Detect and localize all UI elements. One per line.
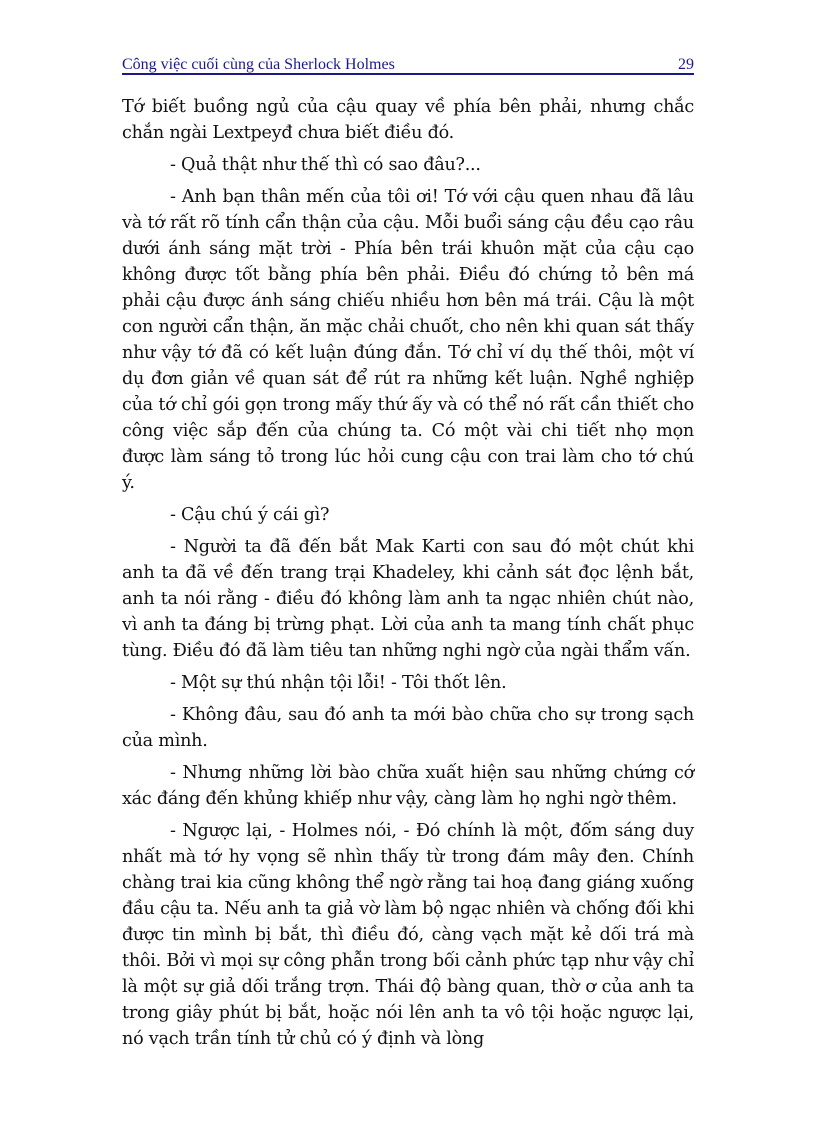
header-divider	[122, 73, 694, 75]
paragraph-2: - Quả thật như thế thì có sao đâu?...	[170, 155, 481, 175]
paragraph-4: - Cậu chú ý cái gì?	[170, 505, 330, 525]
paragraph-9: - Ngược lại, - Holmes nói, - Đó chính là một, đốm sáng duy nhất mà tớ hy vọng sẽ nhìn thấy từ trong đám mây đen. Chính chàng trai kia cũng không thể ngờ rằng tai hoạ đang giáng xuống đầu cậu ta. Nếu anh ta giả vờ làm bộ ngạc nhiên và chống đối khi được tin mình bị bắt, thì điều đó, càng vạch mặt kẻ dối trá mà thôi. Bởi vì mọi sự công phẫn trong bối cảnh phức tạp như vậy chỉ là một sự giả dối trắng trợn. Thái độ bàng quan, thờ ơ của anh ta trong giây phút bị bắt, hoặc nói lên anh ta vô tội hoặc ngược lại, nó vạch trần tính tử chủ có ý định và lòng	[122, 821, 694, 1049]
paragraph-1: Tớ biết buồng ngủ của cậu quay về phía bên phải, nhưng chắc chắn ngài Lextpeyđ chưa biết điều đó.	[122, 97, 694, 143]
running-header-title: Công việc cuối cùng của Sherlock Holmes	[122, 56, 395, 73]
running-header	[122, 50, 694, 74]
paragraph-8: - Nhưng những lời bào chữa xuất hiện sau những chứng cớ xác đáng đến khủng khiếp như vậy, càng làm họ nghi ngờ thêm.	[122, 763, 694, 809]
page-number: 29	[678, 56, 694, 73]
paragraph-3: - Anh bạn thân mến của tôi ơi! Tớ với cậu quen nhau đã lâu và tớ rất rõ tính cẩn thận của cậu. Mỗi buổi sáng cậu đều cạo râu dưới ánh sáng mặt trời - Phía bên trái khuôn mặt của cậu cạo không được tốt bằng phía bên phải. Điều đó chứng tỏ bên má phải cậu được ánh sáng chiếu nhiều hơn bên má trái. Cậu là một con người cẩn thận, ăn mặc chải chuốt, cho nên khi quan sát thấy như vậy tớ đã có kết luận đúng đắn. Tớ chỉ ví dụ thế thôi, một ví dụ đơn giản về quan sát để rút ra những kết luận. Nghề nghiệp của tớ chỉ gói gọn trong mấy thứ ấy và có thể nó rất cần thiết cho công việc sắp đến của chúng ta. Có một vài chi tiết nhọ mọn được làm sáng tỏ trong lúc hỏi cung cậu con trai làm cho tớ chú ý.	[122, 187, 694, 493]
paragraph-6: - Một sự thú nhận tội lỗi! - Tôi thốt lên.	[170, 673, 507, 693]
paragraph-5: - Người ta đã đến bắt Mak Karti con sau đó một chút khi anh ta đã về đến trang trại Khadeley, khi cảnh sát đọc lệnh bắt, anh ta nói rằng - điều đó không làm anh ta ngạc nhiên chút nào, vì anh ta đáng bị trừng phạt. Lời của anh ta mang tính chất phục tùng. Điều đó đã làm tiêu tan những nghi ngờ của ngài thẩm vấn.	[122, 537, 694, 661]
paragraph-7: - Không đâu, sau đó anh ta mới bào chữa cho sự trong sạch của mình.	[122, 705, 694, 751]
body-text	[122, 94, 694, 1058]
